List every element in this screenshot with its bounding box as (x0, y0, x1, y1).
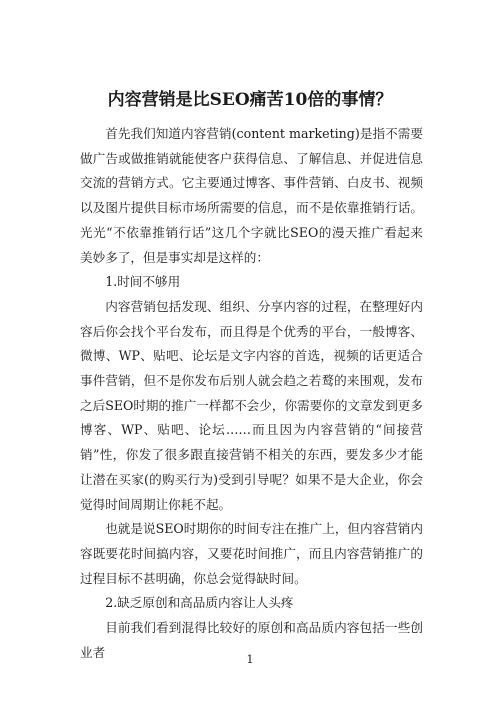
paragraph-time-summary: 也就是说SEO时期你的时间专注在推广上，但内容营销内容既要花时间搞内容，又要花时间推广，而且内容营销推广的过程目标不甚明确，你总会觉得缺时间。 (80, 521, 423, 586)
document-body (80, 122, 423, 665)
document-title: 内容营销是比SEO痛苦10倍的事情？ (107, 90, 393, 110)
section-heading-original-content: 2.缺乏原创和高品质内容让人头疼 (105, 595, 294, 611)
paragraph-original-content: 目前我们看到混得比较好的原创和高品质内容包括一些创业者 (80, 620, 423, 660)
paragraph-intro: 首先我们知道内容营销(content marketing)是指不需要做广告或做推销就能使客户获得信息、了解信息、并促进信息交流的营销方式。它主要通过博客、事件营销、白皮书、视频以及图片提供目标市场所需要的信息，而不是依靠推销行话。光光“不依靠推销行话”这几个字就比SEO的漫天推广看起来美妙多了，但是事实却是这样的： (80, 126, 423, 265)
section-heading-time: 1.时间不够用 (105, 274, 181, 290)
page-number: 1 (246, 653, 254, 666)
paragraph-time-detail: 内容营销包括发现、组织、分享内容的过程，在整理好内容后你会找个平台发布，而且得是个优秀的平台，一般博客、微博、WP、贴吧、论坛是文字内容的首选，视频的话更适合事件营销，但不是你发布后别人就会趋之若鹜的来围观，发布之后SEO时期的推广一样都不会少，你需要你的文章发到更多博客、WP、贴吧、论坛……而且因为内容营销的“间接营销”性，你发了很多跟直接营销不相关的东西，要发多少才能让潜在买家(的购买行为)受到引导呢？如果不是大企业，你会觉得时间周期让你耗不起。 (80, 298, 423, 512)
